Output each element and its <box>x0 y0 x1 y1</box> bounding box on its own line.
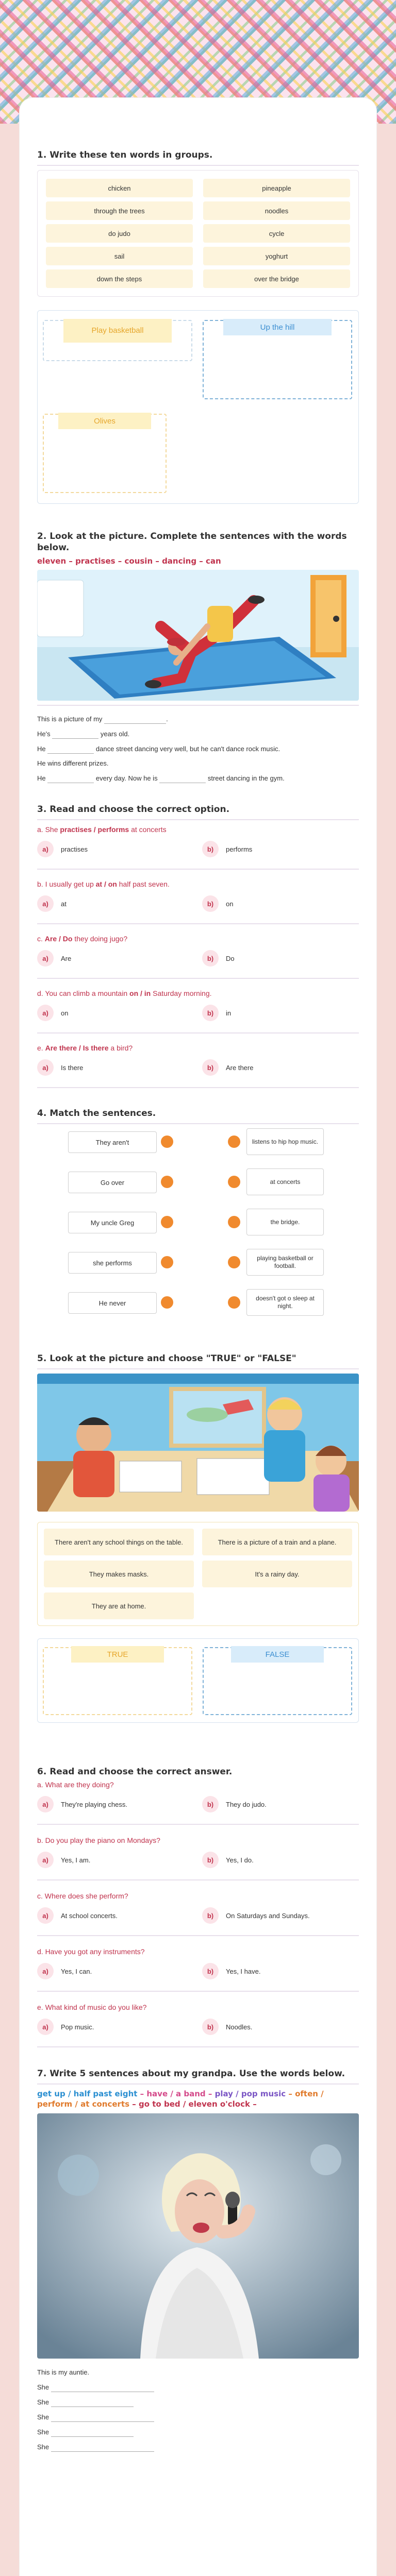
she-label: She <box>37 2398 50 2406</box>
option-text: They do judo. <box>226 1800 267 1808</box>
option-letter: a) <box>37 1796 54 1812</box>
question-prefix: a. She <box>37 825 60 834</box>
match-right[interactable]: doesn't got o sleep at night. <box>246 1289 324 1316</box>
sentence-text: He <box>37 745 46 753</box>
question-options: Are / Do <box>44 935 73 943</box>
option-text: on <box>226 900 234 908</box>
word-phrase: play / pop music <box>214 2089 286 2098</box>
she-label: She <box>37 2383 50 2391</box>
option-a[interactable] <box>37 1059 194 1076</box>
option-letter: b) <box>202 895 219 912</box>
sentence-3 <box>37 744 359 754</box>
exercise-5-title: 5. Look at the picture and choose "TRUE" or "FALSE" <box>37 1353 296 1364</box>
option-text: At school concerts. <box>61 1911 118 1920</box>
question-text: a. What are they doing? <box>37 1781 114 1789</box>
answer-line <box>37 2412 359 2422</box>
match-dot-left[interactable] <box>161 1296 173 1309</box>
match-left[interactable]: He never <box>68 1292 157 1314</box>
sentence-5 <box>37 773 359 783</box>
sentence-text: This is a picture of my <box>37 715 103 723</box>
statement-bank <box>37 1522 359 1626</box>
option-letter: a) <box>37 1059 54 1076</box>
group-label-1: Play basketball <box>63 319 172 343</box>
question-2 <box>37 935 359 979</box>
match-right[interactable]: playing basketball or football. <box>246 1249 324 1276</box>
word-phrase: – have / a band – <box>137 2089 215 2098</box>
option-b[interactable] <box>202 1963 359 1979</box>
option-text: Pop music. <box>61 2023 94 2031</box>
exercise-3 <box>37 804 359 1088</box>
option-b[interactable] <box>202 1796 359 1812</box>
match-dot-left[interactable] <box>161 1256 173 1268</box>
option-letter: b) <box>202 2019 219 2035</box>
she-label: She <box>37 2428 50 2436</box>
option-letter: b) <box>202 1005 219 1021</box>
question-3 <box>37 1947 359 1992</box>
statement-chip[interactable]: There aren't any school things on the table. <box>44 1529 194 1555</box>
question-options: practises / performs <box>60 825 129 834</box>
sentence-1 <box>37 714 359 724</box>
question-1 <box>37 880 359 924</box>
answer-line <box>37 2427 359 2437</box>
question-text: e. What kind of music do you like? <box>37 2003 147 2011</box>
answer-line <box>37 2442 359 2452</box>
worksheet-content <box>37 149 359 2457</box>
question-suffix: a bird? <box>108 1044 133 1052</box>
divider <box>37 165 359 166</box>
option-text: Do <box>226 954 235 962</box>
sentence-text: . <box>166 715 168 723</box>
question-suffix: at concerts <box>129 825 167 834</box>
statement-chip[interactable]: They makes masks. <box>44 1561 194 1587</box>
option-text: practises <box>61 845 88 853</box>
word-chip[interactable]: over the bridge <box>203 269 350 288</box>
option-letter: b) <box>202 1796 219 1812</box>
option-a[interactable] <box>37 1852 194 1868</box>
word-chip[interactable]: chicken <box>46 179 193 197</box>
exercise-2-title: 2. Look at the picture. Complete the sentences with the words below. <box>37 531 347 553</box>
match-right[interactable]: at concerts <box>246 1168 324 1195</box>
option-letter: a) <box>37 841 54 857</box>
option-letter: a) <box>37 1907 54 1924</box>
match-dot-right[interactable] <box>228 1296 240 1309</box>
sentence-text: street dancing in the gym. <box>207 774 285 782</box>
question-suffix: Saturday morning. <box>151 989 212 997</box>
she-label: She <box>37 2413 50 2421</box>
word-chip[interactable]: do judo <box>46 224 193 243</box>
exercise-1-title: 1. Write these ten words in groups. <box>37 150 213 160</box>
blank-1[interactable] <box>104 714 166 724</box>
blank-5[interactable] <box>159 773 206 783</box>
option-b[interactable] <box>202 895 359 912</box>
option-a[interactable] <box>37 2019 194 2035</box>
question-prefix: e. <box>37 1044 45 1052</box>
option-b[interactable] <box>202 1907 359 1924</box>
question-prefix: d. You can climb a mountain <box>37 989 130 997</box>
answer-line <box>37 2397 359 2407</box>
match-dot-left[interactable] <box>161 1176 173 1188</box>
false-label: FALSE <box>231 1646 324 1663</box>
option-text: They're playing chess. <box>61 1800 127 1808</box>
option-text: at <box>61 900 67 908</box>
option-text: Yes, I do. <box>226 1856 254 1864</box>
blank-4[interactable] <box>47 773 94 783</box>
word-bank <box>37 170 359 297</box>
group-label-3: Olives <box>58 413 151 429</box>
question-prefix: b. I usually get up <box>37 880 96 888</box>
group-box-2[interactable] <box>203 320 352 399</box>
word-chip[interactable]: down the steps <box>46 269 193 288</box>
question-text <box>37 1044 359 1052</box>
option-letter: a) <box>37 1963 54 1979</box>
word-phrase: get up / half past eight <box>37 2089 138 2098</box>
question-4 <box>37 2003 359 2047</box>
question-text: d. Have you got any instruments? <box>37 1947 145 1956</box>
statement-chip[interactable]: It's a rainy day. <box>202 1561 352 1587</box>
option-b[interactable] <box>202 950 359 967</box>
option-text: Yes, I can. <box>61 1967 92 1975</box>
word-list <box>37 2089 359 2109</box>
option-letter: a) <box>37 950 54 967</box>
exercise-3-title: 3. Read and choose the correct option. <box>37 804 230 815</box>
exercise-1 <box>37 149 359 504</box>
option-a[interactable] <box>37 1907 194 1924</box>
option-a[interactable] <box>37 1005 194 1021</box>
question-text <box>37 880 359 888</box>
word-chip[interactable]: cycle <box>203 224 350 243</box>
word-phrase: – often / perform / at concerts <box>37 2089 324 2109</box>
dancer-picture <box>37 570 359 701</box>
question-3 <box>37 989 359 1033</box>
option-letter: b) <box>202 1059 219 1076</box>
word-chip[interactable]: through the trees <box>46 201 193 220</box>
sentence-text: dance street dancing very well, but he can't dance rock music. <box>95 745 280 753</box>
exercise-6 <box>37 1766 359 2047</box>
sentence-2 <box>37 729 359 739</box>
option-letter: b) <box>202 1963 219 1979</box>
caption: This is my auntie. <box>37 2368 90 2376</box>
option-text: Yes, I have. <box>226 1967 261 1975</box>
sentence-4: He wins different prizes. <box>37 759 109 767</box>
option-a[interactable] <box>37 1796 194 1812</box>
option-text: Are <box>61 954 72 962</box>
question-0 <box>37 825 359 870</box>
match-dot-right[interactable] <box>228 1216 240 1228</box>
option-text: Noodles. <box>226 2023 253 2031</box>
option-letter: a) <box>37 1005 54 1021</box>
true-box[interactable] <box>43 1647 192 1715</box>
question-options: Are there / Is there <box>45 1044 109 1052</box>
match-left[interactable]: she performs <box>68 1252 157 1274</box>
word-chip[interactable]: pineapple <box>203 179 350 197</box>
exercise-2 <box>37 531 359 783</box>
exercise-4-title: 4. Match the sentences. <box>37 1108 156 1118</box>
question-text <box>37 935 359 943</box>
question-4 <box>37 1044 359 1088</box>
question-0 <box>37 1781 359 1825</box>
option-b[interactable] <box>202 841 359 857</box>
word-chip[interactable]: noodles <box>203 201 350 220</box>
false-box[interactable] <box>203 1647 352 1715</box>
match-left[interactable]: My uncle Greg <box>68 1212 157 1233</box>
question-2 <box>37 1892 359 1936</box>
sentence-text: He's <box>37 730 51 738</box>
match-dot-right[interactable] <box>228 1176 240 1188</box>
blank-3[interactable] <box>47 744 94 754</box>
word-chip[interactable]: yoghurt <box>203 247 350 265</box>
option-a[interactable] <box>37 950 194 967</box>
word-chip[interactable]: sail <box>46 247 193 265</box>
question-text: b. Do you play the piano on Mondays? <box>37 1836 160 1844</box>
statement-chip[interactable]: They are at home. <box>44 1592 194 1619</box>
match-dot-right[interactable] <box>228 1256 240 1268</box>
group-label-2: Up the hill <box>223 319 332 335</box>
option-text: performs <box>226 845 253 853</box>
option-b[interactable] <box>202 2019 359 2035</box>
option-b[interactable] <box>202 1005 359 1021</box>
option-letter: a) <box>37 895 54 912</box>
answer-blank[interactable] <box>51 2412 154 2422</box>
sentence-text: He <box>37 774 46 782</box>
exercise-7-title: 7. Write 5 sentences about my grandpa. Use the words below. <box>37 2069 345 2079</box>
question-suffix: they doing jugo? <box>72 935 128 943</box>
blank-2[interactable] <box>52 729 98 739</box>
match-right[interactable]: the bridge. <box>246 1209 324 1235</box>
question-text: c. Where does she perform? <box>37 1892 128 1900</box>
match-right[interactable]: listens to hip hop music. <box>246 1128 324 1155</box>
word-phrase: – go to bed / eleven o'clock – <box>129 2099 257 2109</box>
question-options: at / on <box>95 880 117 888</box>
answer-line <box>37 2382 359 2392</box>
answer-blank[interactable] <box>51 2382 154 2392</box>
option-a[interactable] <box>37 895 194 912</box>
option-text: Are there <box>226 1063 254 1072</box>
exercise-6-title: 6. Read and choose the correct answer. <box>37 1767 233 1777</box>
groups-area <box>37 310 359 504</box>
option-a[interactable] <box>37 1963 194 1979</box>
option-text: in <box>226 1009 232 1017</box>
sentence-text: every day. Now he is <box>95 774 158 782</box>
group-box-3[interactable] <box>43 414 167 493</box>
word-list: eleven – practises – cousin – dancing – can <box>37 556 221 566</box>
sentence-text: years old. <box>100 730 130 738</box>
option-letter: a) <box>37 2019 54 2035</box>
option-text: Is there <box>61 1063 84 1072</box>
option-text: on <box>61 1009 69 1017</box>
exercise-4 <box>37 1108 359 1332</box>
match-dot-left[interactable] <box>161 1216 173 1228</box>
option-letter: b) <box>202 1852 219 1868</box>
answer-blank[interactable] <box>51 2442 154 2452</box>
question-prefix: c. <box>37 935 45 943</box>
statement-chip[interactable]: There is a picture of a train and a plane. <box>202 1529 352 1555</box>
match-dot-left[interactable] <box>161 1136 173 1148</box>
true-label: TRUE <box>71 1646 164 1663</box>
option-letter: b) <box>202 1907 219 1924</box>
option-text: Yes, I am. <box>61 1856 91 1864</box>
question-suffix: half past seven. <box>117 880 170 888</box>
option-letter: b) <box>202 950 219 967</box>
exercise-5 <box>37 1353 359 1723</box>
classroom-picture <box>37 1374 359 1512</box>
option-text: On Saturdays and Sundays. <box>226 1911 310 1920</box>
question-options: on / in <box>129 989 151 997</box>
answer-blank[interactable] <box>51 2427 134 2437</box>
question-1 <box>37 1836 359 1880</box>
question-text <box>37 825 359 834</box>
option-b[interactable] <box>202 1059 359 1076</box>
match-dot-right[interactable] <box>228 1136 240 1148</box>
match-left[interactable]: They aren't <box>68 1131 157 1153</box>
she-label: She <box>37 2443 50 2451</box>
option-a[interactable] <box>37 841 194 857</box>
question-text <box>37 989 359 997</box>
option-letter: b) <box>202 841 219 857</box>
match-left[interactable]: Go over <box>68 1172 157 1193</box>
option-letter: a) <box>37 1852 54 1868</box>
option-b[interactable] <box>202 1852 359 1868</box>
true-false-area <box>37 1638 359 1723</box>
singer-picture <box>37 2113 359 2359</box>
answer-blank[interactable] <box>51 2397 134 2407</box>
group-box-1[interactable] <box>43 320 192 361</box>
exercise-7 <box>37 2068 359 2452</box>
